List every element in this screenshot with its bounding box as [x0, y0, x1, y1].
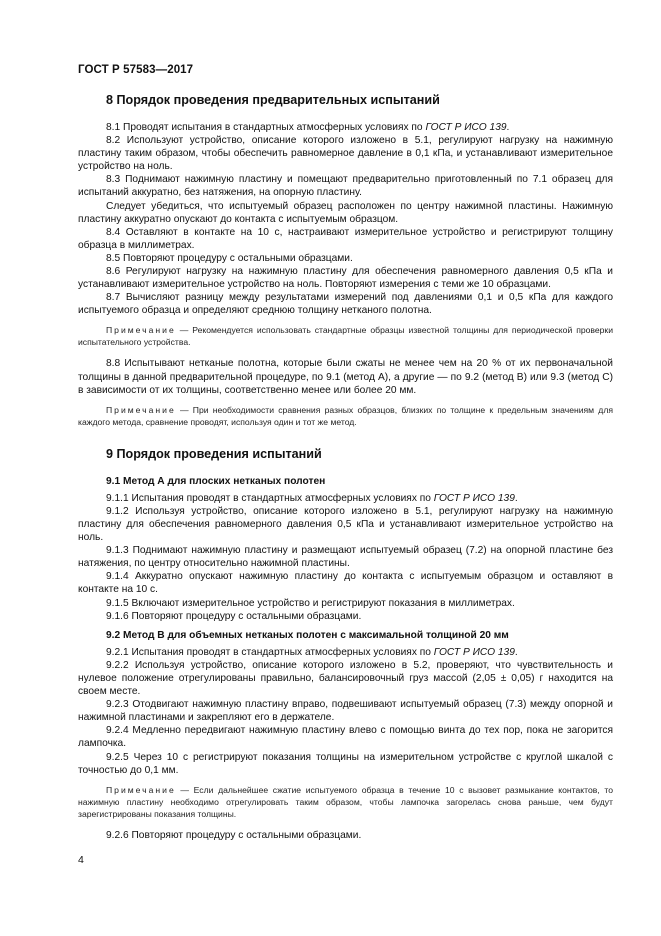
note-label: Примечание	[106, 404, 176, 415]
subsection-9-1-title: 9.1 Метод А для плоских нетканых полотен	[106, 475, 326, 487]
paragraph-8-1	[78, 121, 613, 134]
section-9-title: 9 Порядок проведения испытаний	[106, 446, 322, 461]
subsection-9-2-title: 9.2 Метод В для объемных нетканых полотен с максимальной толщиной 20 мм	[106, 629, 509, 641]
document-header-id: ГОСТ Р 57583—2017	[78, 64, 194, 76]
paragraph-8-3-continuation: Следует убедиться, что испытуемый образец расположен по центру нажимной пластины. Нажимную пластину аккуратно опускают до контакта с испытуемым образцом.	[78, 200, 613, 225]
page-number: 4	[78, 854, 84, 866]
standard-reference: ГОСТ Р ИСО 139	[425, 122, 507, 133]
document-body	[78, 92, 613, 842]
note-label: Примечание	[106, 784, 176, 795]
paragraph-9-2-6: 9.2.6 Повторяют процедуру с остальными образцами.	[106, 829, 362, 841]
note-2	[78, 404, 613, 428]
section-8-title: 8 Порядок проведения предварительных испытаний	[106, 93, 440, 107]
paragraph-8-5: 8.5 Повторяют процедуру с остальными образцами.	[106, 252, 353, 264]
paragraph-9-2-2: 9.2.2 Используя устройство, описание которого изложено в 5.2, проверяют, что чувствительность и нулевое положение отрегулированы правильно, балансировочный груз массой (2,05 ± 0,05) г находится на своем месте.	[78, 659, 613, 698]
paragraph-9-2-4: 9.2.4 Медленно передвигают нажимную пластину влево с помощью винта до тех пор, пока не загорится лампочка.	[78, 725, 613, 750]
paragraph-9-1-4: 9.1.4 Аккуратно опускают нажимную пластину до контакта с испытуемым образцом и оставляют в контакте на 10 с.	[78, 571, 613, 596]
paragraph-8-7: 8.7 Вычисляют разницу между результатами измерений под давлениями 0,1 и 0,5 кПа для каждого испытуемого образца и определяют среднюю толщину нетканого полотна.	[78, 292, 613, 317]
paragraph-9-1-5: 9.1.5 Включают измерительное устройство и регистрируют показания в миллиметрах.	[106, 597, 515, 609]
paragraph-9-2-1-end: .	[514, 646, 518, 658]
paragraph-9-2-3: 9.2.3 Отодвигают нажимную пластину вправо, подвешивают испытуемый образец (7.3) между опорной и нажимной пластинами и закрепляют его в держателе.	[78, 699, 613, 724]
paragraph-9-2-1-text: 9.2.1 Испытания проводят в стандартных атмосферных условиях по	[106, 646, 434, 658]
paragraph-8-1-end: .	[506, 122, 510, 133]
standard-reference: ГОСТ Р ИСО 139	[433, 646, 515, 658]
paragraph-8-3: 8.3 Поднимают нажимную пластину и помещают предварительно приготовленный по 7.1 образец для испытаний аккуратно, без натяжения, на опорную пластину.	[78, 174, 613, 199]
paragraph-9-1-1	[78, 492, 613, 505]
paragraph-9-1-3: 9.1.3 Поднимают нажимную пластину и размещают испытуемый образец (7.2) на опорной пластине без натяжения, по центру относительно нажимной пластины.	[78, 545, 613, 570]
note-1	[78, 324, 613, 348]
paragraph-8-2: 8.2 Используют устройство, описание которого изложено в 5.1, регулируют нагрузку на нажимную пластину таким образом, чтобы обеспечить равномерное давление в 0,1 кПа, и устанавливают измерительное устройство на ноль.	[78, 135, 613, 173]
paragraph-9-1-2: 9.1.2 Используя устройство, описание которого изложено в 5.1, регулируют нагрузку на нажимную пластину для обеспечения равномерного давления 0,5 кПа и устанавливают измерительное устройство на ноль.	[78, 505, 613, 544]
note-label: Примечание	[106, 325, 176, 336]
note-3	[78, 784, 613, 820]
standard-reference: ГОСТ Р ИСО 139	[433, 492, 515, 504]
note-text: — При необходимости сравнения разных образцов, близких по толщине к предельным значениям для каждого метода, сравнение проводят, используя один и тот же метод.	[78, 404, 613, 427]
paragraph-8-6: 8.6 Регулируют нагрузку на нажимную пластину для обеспечения равномерного давления 0,5 кПа и устанавливают измерительное устройство на ноль. Повторяют измерения с теми же 10 образцами.	[78, 266, 613, 291]
paragraph-9-1-1-end: .	[514, 492, 518, 504]
paragraph-9-2-1	[78, 646, 613, 659]
note-text: — Если дальнейшее сжатие испытуемого образца в течение 10 с вызовет размыкание контактов, то нажимную пластину необходимо отрегулировать таким образом, чтобы лампочка загорелась снова раньше, чем будут зарегистрированы показания толщины.	[78, 784, 613, 819]
paragraph-8-1-text: 8.1 Проводят испытания в стандартных атмосферных условиях по	[106, 122, 426, 133]
paragraph-9-2-5: 9.2.5 Через 10 с регистрируют показания толщины на измерительном устройстве с круглой шкалой с точностью до 0,1 мм.	[78, 751, 613, 776]
paragraph-9-1-1-text: 9.1.1 Испытания проводят в стандартных атмосферных условиях по	[106, 492, 434, 504]
paragraph-9-1-6: 9.1.6 Повторяют процедуру с остальными образцами.	[106, 610, 362, 622]
paragraph-8-8: 8.8 Испытывают нетканые полотна, которые были сжаты не менее чем на 20 % от их первоначальной толщины в данной предварительной процедуре, по 9.1 (метод А), а другие — по 9.2 (метод В) или 9.3 (метод С) в зависимости от их толщины, соответственно менее или более 20 мм.	[78, 358, 613, 396]
paragraph-8-4: 8.4 Оставляют в контакте на 10 с, настраивают измерительное устройство и регистрируют толщину образца в миллиметрах.	[78, 226, 613, 251]
note-text: — Рекомендуется использовать стандартные образцы известной толщины для периодической проверки испытательного устройства.	[78, 325, 613, 348]
